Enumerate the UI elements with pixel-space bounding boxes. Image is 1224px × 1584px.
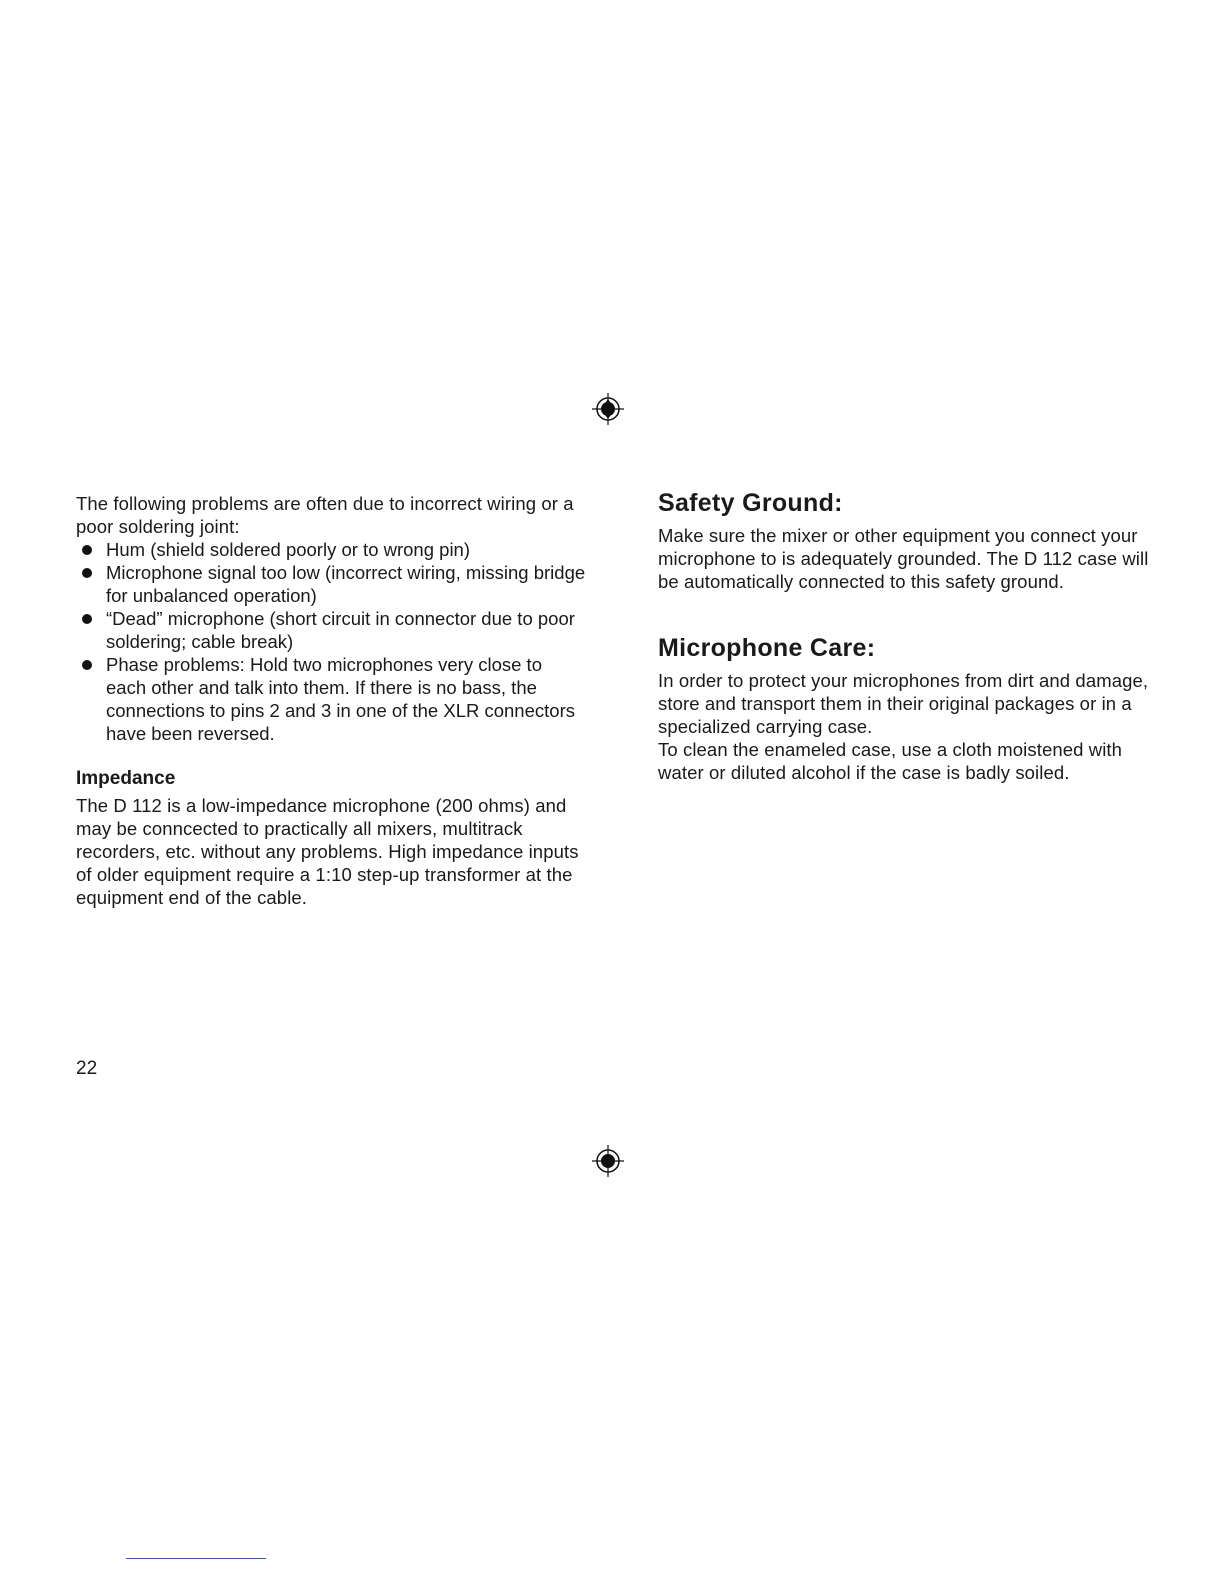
safety-ground-heading: Safety Ground: bbox=[658, 489, 843, 517]
list-item bbox=[76, 561, 586, 607]
page-number: 22 bbox=[76, 1058, 98, 1079]
list-item bbox=[76, 653, 586, 745]
list-item-text: Microphone signal too low (incorrect wiring, missing bridge for unbalanced operation) bbox=[106, 562, 586, 606]
bullet-icon bbox=[82, 545, 92, 555]
list-item bbox=[76, 538, 586, 561]
registration-mark-icon bbox=[591, 1144, 625, 1178]
left-column bbox=[76, 492, 586, 909]
bullet-icon bbox=[82, 614, 92, 624]
footer-rule bbox=[126, 1558, 266, 1559]
intro-paragraph: The following problems are often due to incorrect wiring or a poor soldering joint: bbox=[76, 493, 574, 537]
list-item bbox=[76, 607, 586, 653]
list-item-text: Phase problems: Hold two microphones very close to each other and talk into them. If there is no bass, the connections to pins 2 and 3 in one of the XLR connectors have been reversed. bbox=[106, 654, 575, 744]
problems-list bbox=[76, 538, 586, 745]
registration-mark-icon bbox=[591, 392, 625, 426]
impedance-paragraph: The D 112 is a low-impedance microphone (200 ohms) and may be conncected to practically all mixers, multitrack recorders, etc. without any problems. High impedance inputs of older equipment require a 1:10 step-up transformer at the equipment end of the cable. bbox=[76, 795, 579, 908]
list-item-text: “Dead” microphone (short circuit in connector due to poor soldering; cable break) bbox=[106, 608, 575, 652]
bullet-icon bbox=[82, 568, 92, 578]
bullet-icon bbox=[82, 660, 92, 670]
microphone-care-heading: Microphone Care: bbox=[658, 634, 876, 662]
microphone-care-cleaning-paragraph: To clean the enameled case, use a cloth moistened with water or diluted alcohol if the case is badly soiled. bbox=[658, 739, 1123, 783]
microphone-care-paragraph: In order to protect your microphones from dirt and damage, store and transport them in their original packages or in a specialized carrying case. bbox=[658, 670, 1149, 737]
impedance-heading: Impedance bbox=[76, 768, 176, 789]
right-column bbox=[658, 488, 1168, 784]
list-item-text: Hum (shield soldered poorly or to wrong pin) bbox=[106, 539, 471, 560]
safety-ground-paragraph: Make sure the mixer or other equipment you connect your microphone to is adequately grounded. The D 112 case will be automatically connected to this safety ground. bbox=[658, 525, 1149, 592]
